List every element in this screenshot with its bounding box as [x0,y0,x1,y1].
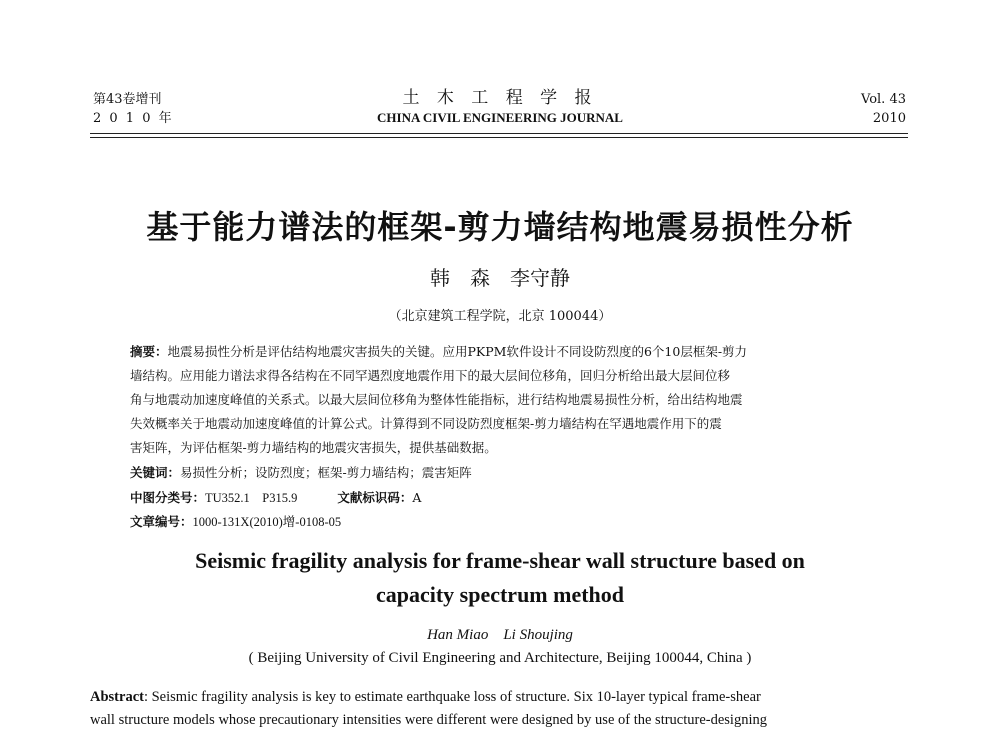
article-number [130,513,341,531]
clc-label: 中图分类号： [130,490,206,505]
abstract-zh-line-4: 失效概率关于地震动加速度峰值的计算公式。计算得到不同设防烈度框架-剪力墙结构在罕遇地震作用下的震 [130,416,722,431]
header-volume: 第43卷增刊 [93,92,162,107]
header-year-en: 2010 [872,111,906,126]
header-volume-issue [93,90,174,128]
journal-name-en: CHINA CIVIL ENGINEERING JOURNAL [377,110,623,125]
clc-text: TU352.1 P315.9 [205,491,298,505]
paper-title-en-line-2: capacity spectrum method [375,582,625,607]
header-rule-bottom [90,137,908,138]
abstract-en-label: Abstract [90,689,144,705]
keywords-text: 易损性分析；设防烈度；框架-剪力墙结构；震害矩阵 [180,465,472,480]
paper-title-zh: 基于能力谱法的框架-剪力墙结构地震易损性分析 [146,208,854,246]
abstract-en-line-2: wall structure models whose precautionary intensities were different were designed by use of the structure-designing [90,712,767,728]
abstract-zh-line-3: 角与地震动加速度峰值的关系式。以最大层间位移角为整体性能指标，进行结构地震易损性分析，给出结构地震 [130,392,743,407]
header-journal [300,89,700,127]
header-year: 2 0 1 0 年 [93,111,174,126]
paper-title-en [0,544,1000,612]
paper-title-en-line-1: Seismic fragility analysis for frame-shear wall structure based on [195,548,805,573]
abstract-zh-line-1: 摘要：地震易损性分析是评估结构地震灾害损失的关键。应用PKPM软件设计不同设防烈度的6个10层框架-剪力 [130,344,748,359]
doc-code-text: A [412,490,422,505]
affiliation-en: ( Beijing University of Civil Engineering and Architecture, Beijing 100044, China ) [248,650,752,666]
abstract-en [90,686,908,732]
keywords-label: 关键词： [130,465,181,480]
abstract-zh-line-5: 害矩阵，为评估框架-剪力墙结构的地震灾害损失，提供基础数据。 [130,440,497,455]
abstract-en-line-1: Abstract: Seismic fragility analysis is key to estimate earthquake loss of structure. Six 10-layer typical frame-shear [90,689,761,705]
authors-en: Han Miao Li Shoujing [427,627,573,643]
abstract-zh-label: 摘要： [130,344,168,359]
article-number-label: 文章编号： [130,514,193,529]
affiliation-zh: （北京建筑工程学院，北京 100044） [388,309,612,324]
classification [130,489,421,507]
keywords-zh [130,464,472,482]
abstract-zh-line-2: 墙结构。应用能力谱法求得各结构在不同罕遇烈度地震作用下的最大层间位移角，回归分析给出最大层间位移 [130,368,731,383]
journal-name-cn: 土 木 工 程 学 报 [402,88,598,108]
abstract-zh [130,340,880,460]
article-number-text: 1000-131X(2010)增-0108-05 [192,515,342,529]
header-rule-top [90,133,908,134]
header-vol-en [820,90,906,128]
header-vol: Vol. 43 [861,92,906,107]
doc-code-label: 文献标识码： [337,490,413,505]
authors-zh: 韩 森 李守静 [430,266,570,290]
